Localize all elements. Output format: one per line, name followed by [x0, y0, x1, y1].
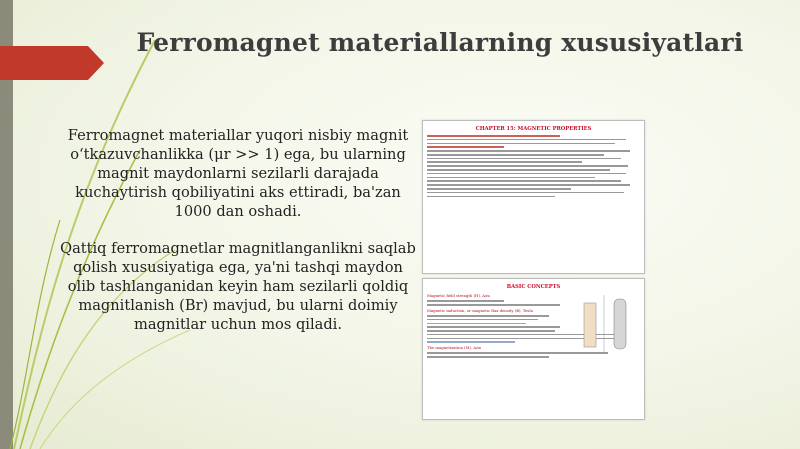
doc2-sub1: Magnetic field strength (H), A/m [427, 293, 490, 298]
paragraph-permeability: Ferromagnet materiallar yuqori nisbiy magnit o‘tkazuvchanlikka (μr >> 1) ega, bu ularning magnit maydonlarni sezilarli darajada kuchaytirish qobiliyatini aks ettiradi, ba'zan 1000 dan oshadi. [67, 127, 409, 220]
doc2-sub2: Magnetic induction, or magnetic flux density (B), Tesla [427, 307, 533, 313]
solenoid-figure [578, 289, 638, 359]
document-page-2 [422, 278, 645, 420]
doc1-heading: CHAPTER 15: MAGNETIC PROPERTIES [475, 126, 592, 132]
title-accent-arrow [0, 46, 104, 80]
slide-title: Ferromagnet materiallarning xususiyatlari [136, 28, 744, 57]
doc2-heading: BASIC CONCEPTS [506, 284, 561, 290]
document-page-1 [422, 120, 645, 274]
paragraph-remanence: Qattiq ferromagnetlar magnitlanganlikni saqlab qolish xususiyatiga ega, ya'ni tashqi maydon olib tashlanganidan keyin ham sezilarli qoldiq magnitlanish (Br) mavjud, bu ularni doimiy magnitlar uchun mos qiladi. [60, 240, 416, 333]
slide-body [58, 126, 418, 352]
doc2-sub3: The magnetization (M), A/m [427, 345, 481, 351]
